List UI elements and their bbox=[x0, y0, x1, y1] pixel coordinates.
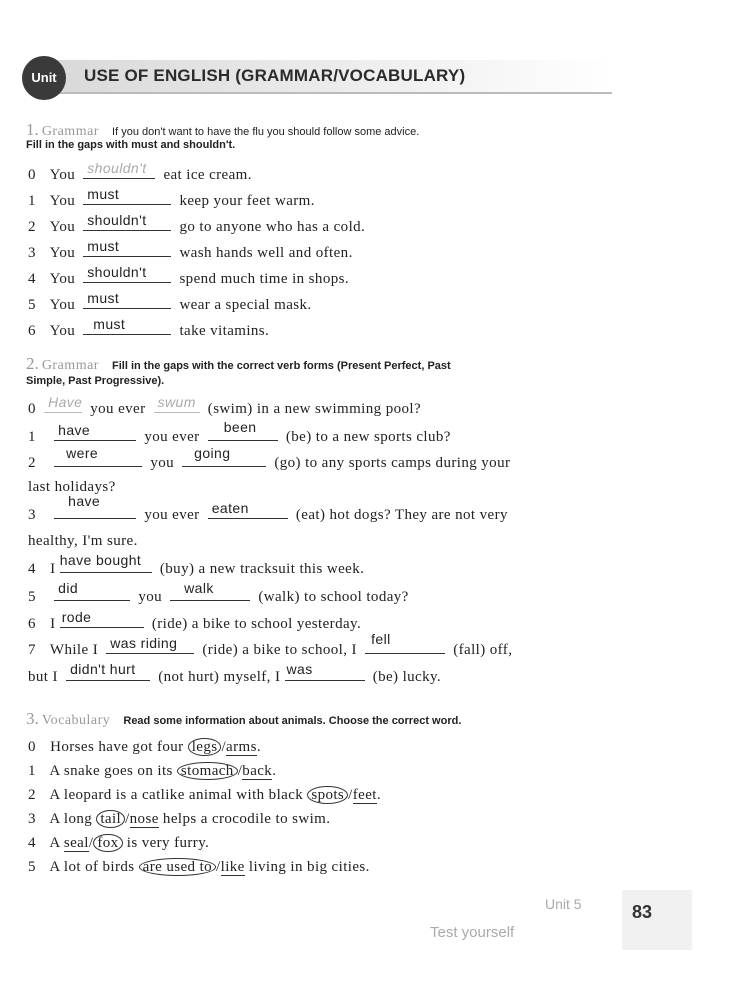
s2-line-4: 4 I have bought (buy) a new tracksuit this week. bbox=[28, 552, 365, 577]
page-number: 83 bbox=[632, 902, 653, 922]
s2-line-1: 1 have you ever been (be) to a new sports club? bbox=[28, 419, 451, 445]
section2-instruction2: Simple, Past Progressive). bbox=[26, 375, 165, 387]
section2-label: Grammar bbox=[41, 358, 99, 373]
s2-line-2: 2 were you going (go) to any sports camps during your bbox=[28, 445, 511, 471]
s3-opt-1b[interactable]: back bbox=[242, 763, 273, 779]
s2-line-0: 0 Have you ever swum (swim) in a new swimming pool? bbox=[28, 394, 422, 417]
s3-line-4: 4 A seal/ fox is very furry. bbox=[28, 835, 210, 851]
s1-gap-5[interactable]: must bbox=[83, 293, 171, 309]
s3-opt-2a[interactable]: spots bbox=[307, 786, 348, 804]
s3-opt-1a[interactable]: stomach bbox=[177, 762, 238, 780]
s2-line-7: 7 While I was riding (ride) a bike to school, I fell (fall) off, bbox=[28, 631, 513, 658]
s1-line-1: 1 You must keep your feet warm. bbox=[28, 186, 315, 209]
section1-label: Grammar bbox=[41, 124, 99, 139]
s2-gap-5b[interactable]: walk bbox=[170, 585, 250, 601]
s2-gap-7a[interactable]: was riding bbox=[106, 638, 194, 654]
s1-line-3: 3 You must wash hands well and often. bbox=[28, 238, 353, 261]
s3-line-0: 0 Horses have got four legs /arms. bbox=[28, 739, 261, 755]
section2-number: 2. bbox=[26, 354, 39, 373]
s2-gap-2a[interactable]: were bbox=[54, 451, 142, 467]
s3-opt-4b[interactable]: fox bbox=[93, 834, 122, 852]
s1-gap-6[interactable]: must bbox=[83, 319, 171, 335]
s2-line-2b: last holidays? bbox=[28, 479, 116, 495]
s3-line-3: 3 A long tail /nose helps a crocodile to swim. bbox=[28, 811, 331, 827]
s3-opt-4a[interactable]: seal bbox=[63, 835, 89, 851]
s2-gap-3a[interactable]: have bbox=[54, 503, 136, 519]
footer-test-yourself: Test yourself bbox=[430, 924, 515, 941]
s2-gap-3b[interactable]: eaten bbox=[208, 503, 288, 519]
s3-line-5: 5 A lot of birds are used to /like living in big cities. bbox=[28, 859, 370, 875]
page-title: USE OF ENGLISH (GRAMMAR/VOCABULARY) bbox=[84, 66, 466, 85]
s1-gap-1[interactable]: must bbox=[83, 189, 171, 205]
s2-gap-7b[interactable]: fell bbox=[365, 638, 445, 654]
section3-instruction: Read some information about animals. Choose the correct word. bbox=[123, 715, 462, 727]
section1-heading bbox=[26, 120, 419, 140]
s3-opt-0a[interactable]: legs bbox=[188, 738, 222, 756]
s2-gap-7c[interactable]: didn't hurt bbox=[66, 665, 150, 681]
s3-opt-3b[interactable]: nose bbox=[129, 811, 159, 827]
s2-line-7b: but I didn't hurt (not hurt) myself, I was (be) lucky. bbox=[28, 661, 442, 685]
s3-line-1: 1 A snake goes on its stomach /back. bbox=[28, 763, 277, 779]
s1-gap-0[interactable]: shouldn't bbox=[83, 163, 155, 179]
section1-instruction: If you don't want to have the flu you should follow some advice. bbox=[112, 126, 420, 138]
unit-badge: Unit bbox=[22, 56, 66, 100]
s2-gap-2b[interactable]: going bbox=[182, 451, 266, 467]
s1-line-0: 0 You shouldn't eat ice cream. bbox=[28, 160, 252, 183]
s1-gap-3[interactable]: must bbox=[83, 241, 171, 257]
s2-gap-1b[interactable]: been bbox=[208, 425, 278, 441]
s2-gap-1a[interactable]: have bbox=[54, 425, 136, 441]
s3-opt-3a[interactable]: tail bbox=[96, 810, 125, 828]
s2-line-3: 3 have you ever eaten (eat) hot dogs? They are not very bbox=[28, 493, 508, 523]
section3-label: Vocabulary bbox=[41, 713, 111, 728]
s1-line-4: 4 You shouldn't spend much time in shops. bbox=[28, 264, 350, 287]
s3-opt-2b[interactable]: feet bbox=[352, 787, 377, 803]
s2-gap-6a[interactable]: rode bbox=[60, 612, 144, 628]
section2-heading bbox=[26, 354, 451, 374]
s1-gap-4[interactable]: shouldn't bbox=[83, 267, 171, 283]
s2-line-3b: healthy, I'm sure. bbox=[28, 533, 138, 549]
s1-line-6: 6 You must take vitamins. bbox=[28, 316, 270, 339]
s3-opt-0b[interactable]: arms bbox=[226, 739, 257, 755]
s1-line-2: 2 You shouldn't go to anyone who has a cold. bbox=[28, 212, 366, 235]
s2-gap-0b[interactable]: swum bbox=[154, 397, 200, 413]
s1-gap-2[interactable]: shouldn't bbox=[83, 215, 171, 231]
s2-gap-0a[interactable]: Have bbox=[44, 397, 82, 413]
section1-instruction2: Fill in the gaps with must and shouldn't. bbox=[26, 139, 236, 151]
s2-gap-7d[interactable]: was bbox=[285, 665, 365, 681]
section1-number: 1. bbox=[26, 120, 39, 139]
section3-number: 3. bbox=[26, 709, 39, 728]
s2-gap-4a[interactable]: have bought bbox=[60, 557, 152, 573]
s2-gap-5a[interactable]: did bbox=[54, 585, 130, 601]
s3-opt-5a[interactable]: are used to bbox=[139, 858, 216, 876]
section3-heading bbox=[26, 709, 461, 729]
footer-unit: Unit 5 bbox=[545, 896, 582, 912]
s2-line-6: 6 I rode (ride) a bike to school yesterday. bbox=[28, 609, 362, 632]
s3-line-2: 2 A leopard is a catlike animal with black spots /feet. bbox=[28, 787, 381, 803]
s1-line-5: 5 You must wear a special mask. bbox=[28, 290, 312, 313]
page-header bbox=[22, 54, 712, 100]
s2-line-5: 5 did you walk (walk) to school today? bbox=[28, 580, 409, 605]
section2-instruction: Fill in the gaps with the correct verb forms (Present Perfect, Past bbox=[112, 360, 451, 372]
s3-opt-5b[interactable]: like bbox=[220, 859, 245, 875]
